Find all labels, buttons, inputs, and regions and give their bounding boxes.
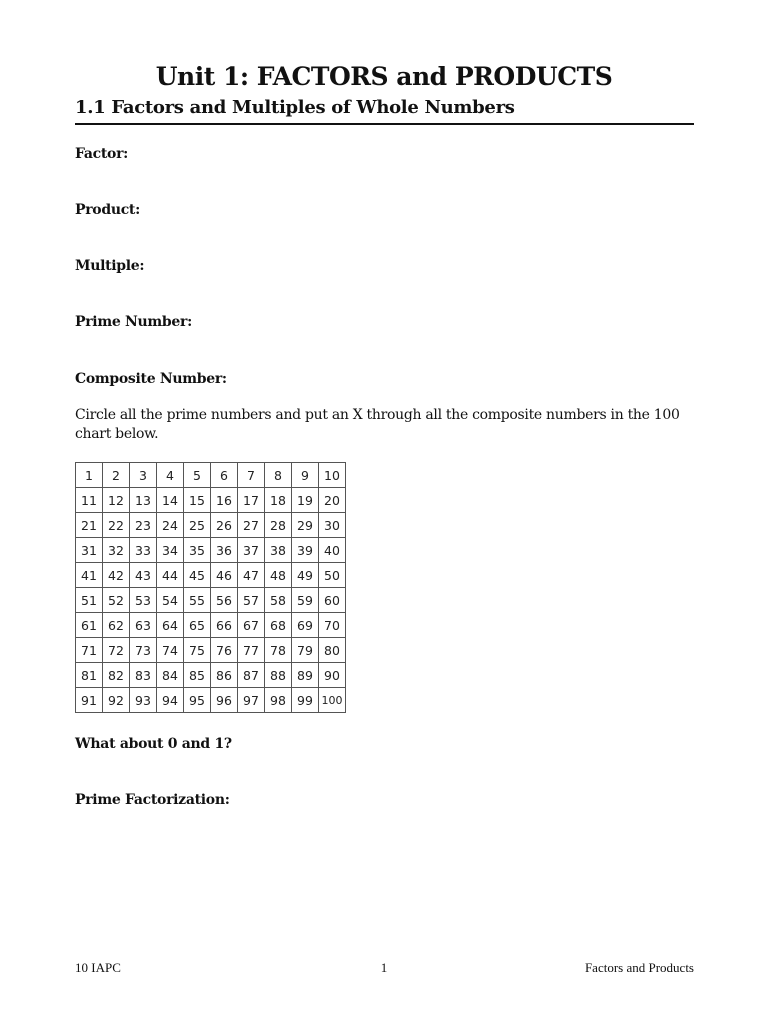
chart-cell-47: 47 xyxy=(238,563,265,588)
chart-cell-100: 100 xyxy=(319,688,346,713)
chart-row xyxy=(76,538,346,563)
question-zero-and-one: What about 0 and 1? xyxy=(75,736,232,752)
chart-cell-77: 77 xyxy=(238,638,265,663)
chart-cell-92: 92 xyxy=(103,688,130,713)
chart-row xyxy=(76,563,346,588)
chart-cell-31: 31 xyxy=(76,538,103,563)
chart-cell-98: 98 xyxy=(265,688,292,713)
chart-cell-20: 20 xyxy=(319,488,346,513)
chart-cell-28: 28 xyxy=(265,513,292,538)
chart-row xyxy=(76,513,346,538)
chart-cell-99: 99 xyxy=(292,688,319,713)
chart-cell-58: 58 xyxy=(265,588,292,613)
hundred-chart xyxy=(75,462,346,713)
chart-cell-4: 4 xyxy=(157,463,184,488)
footer-unit-title: Factors and Products xyxy=(584,960,694,975)
footer-course: 10 IAPC xyxy=(75,960,121,975)
chart-cell-55: 55 xyxy=(184,588,211,613)
chart-cell-36: 36 xyxy=(211,538,238,563)
chart-cell-46: 46 xyxy=(211,563,238,588)
chart-cell-71: 71 xyxy=(76,638,103,663)
term-multiple: Multiple: xyxy=(75,258,145,274)
chart-cell-14: 14 xyxy=(157,488,184,513)
chart-cell-91: 91 xyxy=(76,688,103,713)
chart-cell-69: 69 xyxy=(292,613,319,638)
chart-cell-74: 74 xyxy=(157,638,184,663)
chart-cell-38: 38 xyxy=(265,538,292,563)
term-prime-factorization: Prime Factorization: xyxy=(75,792,230,808)
chart-row xyxy=(76,588,346,613)
chart-cell-72: 72 xyxy=(103,638,130,663)
chart-cell-65: 65 xyxy=(184,613,211,638)
footer-page-number: 1 xyxy=(380,960,388,975)
chart-cell-87: 87 xyxy=(238,663,265,688)
chart-cell-40: 40 xyxy=(319,538,346,563)
chart-cell-61: 61 xyxy=(76,613,103,638)
chart-cell-27: 27 xyxy=(238,513,265,538)
chart-cell-2: 2 xyxy=(103,463,130,488)
chart-cell-17: 17 xyxy=(238,488,265,513)
chart-cell-48: 48 xyxy=(265,563,292,588)
chart-cell-12: 12 xyxy=(103,488,130,513)
section-heading: 1.1 Factors and Multiples of Whole Numbers xyxy=(75,97,515,118)
chart-cell-56: 56 xyxy=(211,588,238,613)
heading-divider xyxy=(75,123,694,125)
chart-row xyxy=(76,663,346,688)
page-title: Unit 1: FACTORS and PRODUCTS xyxy=(155,62,613,91)
chart-cell-44: 44 xyxy=(157,563,184,588)
chart-cell-21: 21 xyxy=(76,513,103,538)
chart-cell-53: 53 xyxy=(130,588,157,613)
chart-cell-26: 26 xyxy=(211,513,238,538)
chart-cell-70: 70 xyxy=(319,613,346,638)
chart-cell-54: 54 xyxy=(157,588,184,613)
chart-cell-41: 41 xyxy=(76,563,103,588)
chart-cell-35: 35 xyxy=(184,538,211,563)
chart-cell-39: 39 xyxy=(292,538,319,563)
chart-cell-18: 18 xyxy=(265,488,292,513)
chart-row xyxy=(76,613,346,638)
chart-row xyxy=(76,688,346,713)
chart-cell-24: 24 xyxy=(157,513,184,538)
chart-row xyxy=(76,463,346,488)
chart-cell-42: 42 xyxy=(103,563,130,588)
chart-cell-80: 80 xyxy=(319,638,346,663)
chart-cell-29: 29 xyxy=(292,513,319,538)
term-prime-number: Prime Number: xyxy=(75,314,192,330)
chart-cell-16: 16 xyxy=(211,488,238,513)
chart-cell-10: 10 xyxy=(319,463,346,488)
term-composite-number: Composite Number: xyxy=(75,371,227,387)
chart-cell-1: 1 xyxy=(76,463,103,488)
chart-cell-89: 89 xyxy=(292,663,319,688)
chart-cell-66: 66 xyxy=(211,613,238,638)
chart-cell-50: 50 xyxy=(319,563,346,588)
chart-cell-90: 90 xyxy=(319,663,346,688)
chart-cell-30: 30 xyxy=(319,513,346,538)
chart-row xyxy=(76,638,346,663)
chart-cell-57: 57 xyxy=(238,588,265,613)
chart-cell-83: 83 xyxy=(130,663,157,688)
chart-cell-94: 94 xyxy=(157,688,184,713)
chart-cell-37: 37 xyxy=(238,538,265,563)
chart-cell-62: 62 xyxy=(103,613,130,638)
chart-cell-34: 34 xyxy=(157,538,184,563)
chart-cell-84: 84 xyxy=(157,663,184,688)
chart-row xyxy=(76,488,346,513)
chart-cell-8: 8 xyxy=(265,463,292,488)
chart-cell-33: 33 xyxy=(130,538,157,563)
chart-cell-15: 15 xyxy=(184,488,211,513)
chart-cell-82: 82 xyxy=(103,663,130,688)
chart-cell-68: 68 xyxy=(265,613,292,638)
chart-cell-67: 67 xyxy=(238,613,265,638)
chart-cell-11: 11 xyxy=(76,488,103,513)
chart-cell-49: 49 xyxy=(292,563,319,588)
chart-cell-76: 76 xyxy=(211,638,238,663)
chart-cell-78: 78 xyxy=(265,638,292,663)
chart-cell-45: 45 xyxy=(184,563,211,588)
chart-cell-96: 96 xyxy=(211,688,238,713)
chart-cell-63: 63 xyxy=(130,613,157,638)
term-factor: Factor: xyxy=(75,146,129,162)
chart-cell-32: 32 xyxy=(103,538,130,563)
chart-cell-86: 86 xyxy=(211,663,238,688)
chart-cell-43: 43 xyxy=(130,563,157,588)
chart-cell-64: 64 xyxy=(157,613,184,638)
chart-instructions: Circle all the prime numbers and put an X through all the composite numbers in the 100 chart below. xyxy=(75,407,680,442)
chart-cell-88: 88 xyxy=(265,663,292,688)
chart-cell-79: 79 xyxy=(292,638,319,663)
chart-cell-51: 51 xyxy=(76,588,103,613)
chart-cell-59: 59 xyxy=(292,588,319,613)
chart-cell-19: 19 xyxy=(292,488,319,513)
chart-cell-60: 60 xyxy=(319,588,346,613)
chart-cell-23: 23 xyxy=(130,513,157,538)
chart-cell-13: 13 xyxy=(130,488,157,513)
chart-cell-22: 22 xyxy=(103,513,130,538)
chart-cell-6: 6 xyxy=(211,463,238,488)
term-product: Product: xyxy=(75,202,140,218)
chart-cell-93: 93 xyxy=(130,688,157,713)
chart-cell-9: 9 xyxy=(292,463,319,488)
chart-cell-52: 52 xyxy=(103,588,130,613)
chart-cell-81: 81 xyxy=(76,663,103,688)
chart-cell-25: 25 xyxy=(184,513,211,538)
chart-cell-5: 5 xyxy=(184,463,211,488)
chart-cell-3: 3 xyxy=(130,463,157,488)
chart-cell-7: 7 xyxy=(238,463,265,488)
chart-cell-73: 73 xyxy=(130,638,157,663)
chart-cell-95: 95 xyxy=(184,688,211,713)
chart-cell-85: 85 xyxy=(184,663,211,688)
chart-cell-75: 75 xyxy=(184,638,211,663)
chart-cell-97: 97 xyxy=(238,688,265,713)
